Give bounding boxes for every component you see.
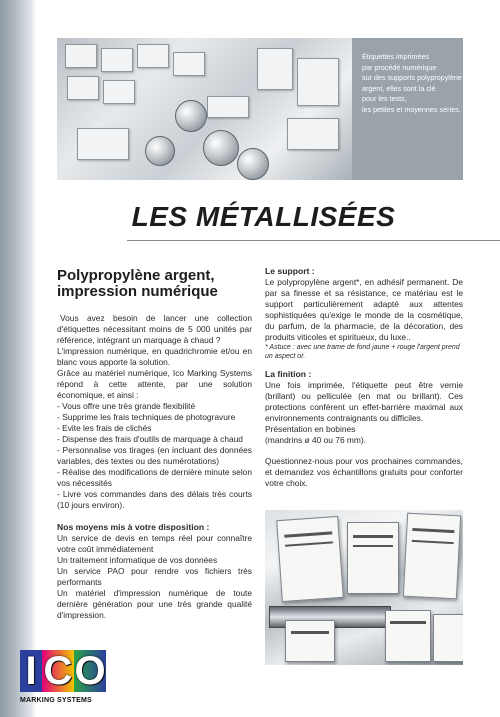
title-block — [127, 200, 400, 234]
means-heading: Nos moyens mis à votre disposition : — [57, 522, 210, 532]
benefit-item: - Vous offre une très grande flexibilité — [57, 401, 196, 411]
means-item: Un traitement informatique de vos données — [57, 555, 218, 565]
finition-heading: La finition : — [265, 369, 312, 379]
hero-caption-line: les petites et moyennes séries. — [362, 104, 461, 114]
hero-banner — [57, 38, 463, 180]
hero-caption-line: sur des supports polypropylène — [362, 73, 462, 82]
page-title: LES MÉTALLISÉES — [131, 201, 396, 232]
benefit-item: - Dispense des frais d'outils de marquage à chaud — [57, 434, 243, 444]
hero-caption-line: par procédé numérique — [362, 62, 437, 72]
paragraph-materiel: Grâce au matériel numérique, Ico Marking Systems répond à cette attente, par une solution économique, et ainsi : — [57, 368, 252, 400]
left-column — [57, 268, 252, 621]
support-heading: Le support : — [265, 266, 315, 276]
means-item: Un matériel d'impression numérique de toute dernière génération pour une très grande qualité d'impression. — [57, 588, 252, 620]
benefit-item: - Réalise des modifications de dernière minute selon vos nécessités — [57, 467, 252, 488]
benefit-item: - Supprime les frais techniques de photogravure — [57, 412, 236, 422]
presentation-line: Présentation en bobines — [265, 424, 356, 434]
means-item: Un service de devis en temps réel pour connaître votre coût immédiatement — [57, 533, 252, 554]
section-subtitle: Polypropylène argent, impression numérique — [57, 267, 218, 300]
benefit-item: - Livre vos commandes dans des délais très courts (10 jours environ). — [57, 489, 252, 510]
paragraph-numerique: L'impression numérique, en quadrichromie et/ou en blanc vous apporte la solution. — [57, 346, 252, 367]
hero-caption-line: Étiquettes imprimées — [362, 52, 430, 61]
support-paragraph: Le polypropylène argent*, en adhésif permanent. De par sa finesse et sa résistance, ce matériau est le support particulièrement adapté aux attentes sophistiquées qu'exige le monde de la cosmétique, du parfum, de la pharmacie, de la décoration, des produits viticoles et spiritueux, du luxe.. — [265, 277, 463, 342]
ico-logo — [20, 650, 110, 708]
benefit-item: - Evite les frais de clichés — [57, 423, 152, 433]
benefit-item: - Personnalise vos tirages (en incluant des données variables, des textes ou des numérotations) — [57, 445, 252, 466]
left-gradient-bar — [0, 0, 36, 717]
logo-subtitle: MARKING SYSTEMS — [20, 697, 92, 704]
right-column — [265, 266, 463, 489]
support-note: * Astuce : avec une trame de fond jaune + rouge l'argent prend un aspect or. — [265, 344, 460, 360]
hero-caption-line: argent, elles sont la clé — [362, 83, 436, 93]
closing-paragraph: Questionnez-nous pour vos prochaines commandes, et demandez vos échantillons gratuits pour conforter votre choix. — [265, 456, 463, 488]
hero-caption-line: pour les tests, — [362, 94, 407, 103]
hero-photo — [57, 38, 352, 180]
presentation-line: (mandrins ø 40 ou 76 mm). — [265, 435, 366, 445]
logo-letter-c: C — [43, 649, 73, 693]
intro-paragraph: Vous avez besoin de lancer une collection d'étiquettes nécessitant moins de 5 000 unités par référence, intégrant un marquage à chaud ? — [57, 313, 252, 345]
ico-logo-mark — [20, 650, 106, 694]
title-divider — [127, 240, 500, 241]
finition-paragraph: Une fois imprimée, l'étiquette peut être vernie (brillant) ou pelliculée (en mat ou brillant). Ces protections confèrent un effet-barrière maximal aux environnements contraignants ou difficiles. — [265, 380, 463, 423]
logo-letter-i: I — [20, 650, 42, 692]
logo-letter-o: O — [74, 649, 106, 693]
hero-caption — [362, 52, 460, 115]
product-photo — [265, 510, 463, 665]
means-item: Un service PAO pour rendre vos fichiers très performants — [57, 566, 252, 587]
